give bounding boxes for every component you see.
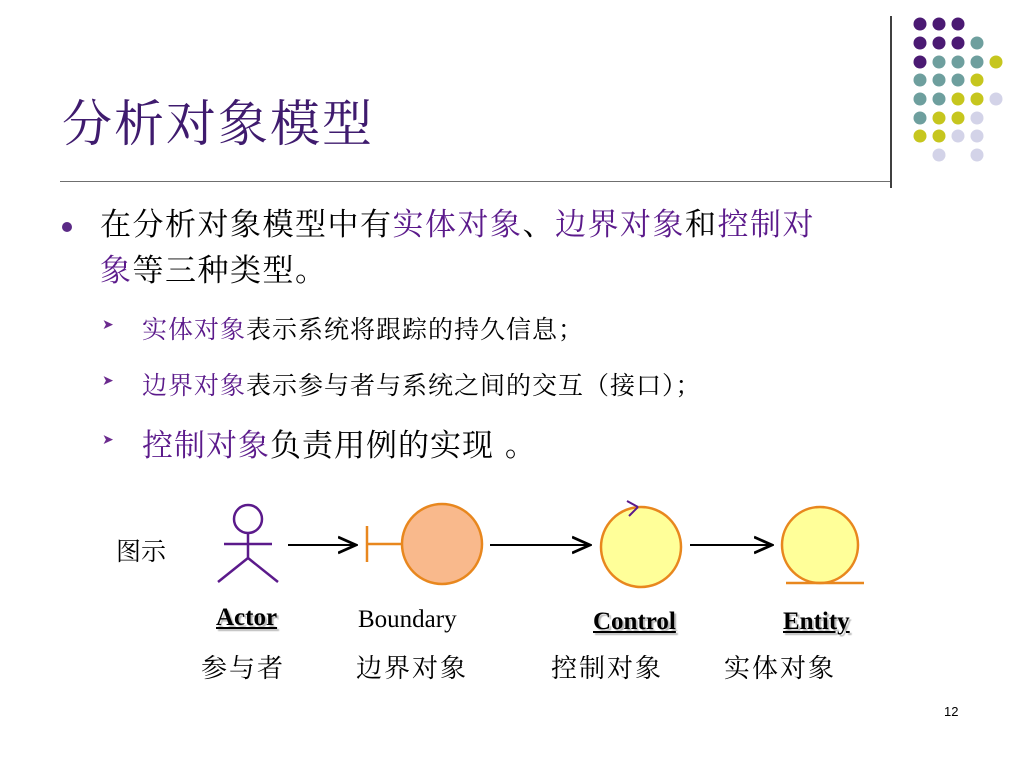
entity-object-icon (782, 507, 864, 583)
entity-label-cn: 实体对象 (724, 654, 837, 684)
sub-term: 边界对象 (142, 371, 247, 400)
arrow-bullet-icon: ➤ (102, 317, 115, 333)
sub-text: 表示参与者与系统之间的交互（接口）； (246, 371, 702, 400)
slide-title: 分析对象模型 (62, 95, 374, 153)
sub-text: 表示系统将跟踪的持久信息； (246, 315, 585, 344)
actor-label-cn: 参与者 (201, 654, 286, 684)
arrow-bullet-icon: ➤ (102, 432, 115, 448)
bullet-suffix: 等三种类型。 (132, 253, 328, 289)
actor-label: Actor (216, 604, 278, 631)
control-label: Control (593, 608, 676, 635)
entity-label: Entity (783, 608, 850, 635)
bullet-sep2: 和 (685, 207, 718, 243)
sub-term: 控制对象 (142, 428, 270, 464)
vertical-divider (890, 16, 892, 188)
control-label-cn: 控制对象 (551, 654, 664, 684)
control-object-icon (601, 501, 681, 587)
dot-pattern (914, 18, 1003, 162)
main-bullet-text (100, 202, 990, 294)
sub-text: 负责用例的实现 。 (270, 428, 537, 464)
boundary-object-icon (367, 504, 482, 584)
title-underline (60, 181, 890, 182)
legend-label: 图示 (116, 537, 167, 566)
bullet-dot-icon (62, 222, 72, 232)
actor-icon (218, 505, 278, 582)
boundary-label: Boundary (358, 606, 457, 633)
analysis-object-diagram (0, 490, 1024, 610)
page-number: 12 (944, 704, 959, 719)
bullet-sep1: 、 (522, 207, 555, 243)
boundary-label-cn: 边界对象 (356, 654, 469, 684)
term-entity: 实体对象 (392, 207, 523, 243)
term-boundary: 边界对象 (555, 207, 685, 243)
term-control-part1: 控制对 (717, 207, 815, 243)
arrow-bullet-icon: ➤ (102, 373, 115, 389)
bullet-prefix: 在分析对象模型中有 (100, 207, 393, 243)
sub-term: 实体对象 (142, 315, 247, 344)
term-control-part2: 象 (100, 253, 133, 289)
